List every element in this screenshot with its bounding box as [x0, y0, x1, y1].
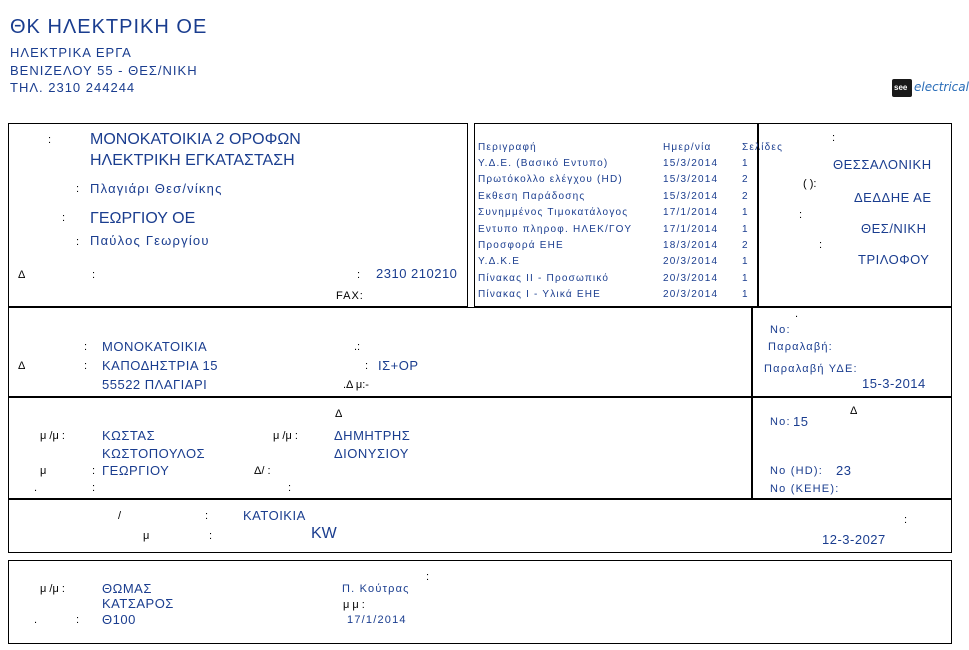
- installer-license: Θ100: [102, 612, 136, 627]
- engineer-delta: Δ: [335, 408, 343, 420]
- documents-cell: 1: [742, 207, 749, 219]
- owner-last-name: ΚΩΣΤΟΠΟΥΛΟΣ: [102, 446, 206, 461]
- project-title-1: ΜΟΝΟΚΑΤΟΙΚΙΑ 2 ΟΡΟΦΩΝ: [90, 131, 301, 148]
- power-colon: :: [209, 530, 213, 542]
- project-representative: Παύλος Γεωργίου: [90, 233, 210, 248]
- company-activity: ΗΛΕΚΤΡΙΚΑ ΕΡΓΑ: [10, 45, 132, 60]
- usage-box: [8, 499, 952, 553]
- owner-colon: :: [62, 212, 66, 224]
- documents-cell: 2: [742, 240, 749, 251]
- documents-cell: 17/1/2014: [663, 207, 719, 219]
- license-colon: :: [76, 614, 80, 626]
- company-name: ΘΚ ΗΛΕΚΤΡΙΚΗ ΟΕ: [10, 16, 208, 38]
- owner-father-name: ΓΕΩΡΓΙΟΥ: [102, 463, 170, 478]
- installer-last-name: ΚΑΤΣΑΡΟΣ: [102, 596, 174, 611]
- rep-colon: :: [76, 236, 80, 248]
- documents-cell: 20/3/2014: [663, 272, 719, 284]
- project-delta: Δ: [18, 269, 26, 281]
- usage-slash: /: [118, 510, 122, 522]
- usage-colon: :: [205, 510, 209, 522]
- documents-cell: 15/3/2014: [663, 158, 719, 169]
- project-phone: 2310 210210: [376, 266, 458, 281]
- signer-date-label: μ μ :: [343, 599, 365, 611]
- logo-mark-icon: see: [892, 79, 912, 97]
- receipt-yde-label: Παραλαβή ΥΔΕ:: [764, 363, 858, 375]
- power-unit: KW: [311, 525, 337, 542]
- power-label: μ: [143, 530, 150, 542]
- company-phone: ΤΗΛ. 2310 244244: [10, 80, 136, 95]
- father-label: μ: [40, 465, 47, 477]
- documents-cell: 20/3/2014: [663, 289, 719, 301]
- receipt-label: Παραλαβή:: [768, 341, 833, 353]
- project-owner: ΓΕΩΡΓΙΟΥ ΟΕ: [90, 210, 196, 227]
- documents-cell: 1: [742, 158, 749, 169]
- hd-no-label: Νο (HD):: [770, 465, 823, 477]
- expiry-date: 12-3-2027: [822, 532, 886, 547]
- receipt-dot: .: [795, 308, 799, 320]
- building-delta: Δ: [18, 360, 26, 372]
- documents-cell: Υ.Δ.Ε. (Βασικό Εντυπο): [478, 158, 609, 169]
- installer-name-label: μ /μ :: [40, 583, 65, 595]
- documents-cell: Συνημμένος Τιμοκατάλογος: [478, 207, 629, 219]
- building-supply: ΙΣ+ΟΡ: [378, 358, 419, 373]
- fax-label: FAX:: [336, 290, 364, 302]
- street-colon: :: [84, 360, 88, 372]
- documents-cell: 1: [742, 289, 749, 301]
- region-colon: :: [799, 209, 803, 221]
- engineer-first-name: ΔΗΜΗΤΡΗΣ: [334, 428, 411, 443]
- company-address: ΒΕΝΙΖΕΛΟΥ 55 - ΘΕΣ/ΝΙΚΗ: [10, 63, 198, 78]
- signer-name: Π. Κούτρας: [342, 583, 410, 595]
- documents-cell: 18/3/2014: [663, 240, 719, 251]
- documents-cell: Υ.Δ.Κ.Ε: [478, 256, 521, 268]
- documents-cell: 2: [742, 174, 749, 186]
- area-colon: :: [819, 239, 823, 251]
- documents-cell: Προσφορά ΕΗΕ: [478, 240, 564, 251]
- usage-type: ΚΑΤΟΙΚΙΑ: [243, 508, 306, 523]
- father-colon: :: [92, 465, 96, 477]
- supply-colon: :: [365, 360, 369, 372]
- hd-no-value: 23: [836, 463, 852, 478]
- documents-cell: Εκθεση Παράδοσης: [478, 190, 586, 202]
- building-mark-1: .:: [354, 341, 361, 353]
- project-colon: :: [48, 134, 52, 146]
- documents-header-cell: Περιγραφή: [478, 142, 537, 153]
- engineer-colon: :: [288, 482, 292, 494]
- documents-cell: Πίνακας ΙΙ - Προσωπικό: [478, 272, 610, 284]
- building-mark-3: .Δ μ:-: [343, 379, 369, 391]
- receipt-no-label: Νο:: [770, 324, 791, 336]
- kehe-no-label: Νο (ΚΕΗΕ):: [770, 483, 840, 495]
- city-colon: :: [832, 132, 836, 144]
- installer-first-name: ΘΩΜΑΣ: [102, 581, 152, 596]
- id-colon: :: [92, 482, 96, 494]
- documents-cell: 15/3/2014: [663, 190, 719, 202]
- project-location: Πλαγιάρι Θεσ/νίκης: [90, 181, 223, 196]
- building-colon: :: [84, 341, 88, 353]
- right-region: ΘΕΣ/ΝΙΚΗ: [861, 221, 927, 236]
- signer-date: 17/1/2014: [347, 614, 407, 626]
- documents-cell: 17/1/2014: [663, 223, 719, 235]
- owner-first-name: ΚΩΣΤΑΣ: [102, 428, 156, 443]
- owner-name-label: μ /μ :: [40, 430, 65, 442]
- documents-cell: 15/3/2014: [663, 174, 719, 186]
- right-area: ΤΡΙΛΟΦΟΥ: [858, 252, 930, 267]
- engineer-address-label: Δ/ :: [254, 465, 271, 477]
- numbers-no-label: Νο:: [770, 416, 791, 428]
- documents-cell: Πίνακας Ι - Υλικά ΕΗΕ: [478, 289, 602, 301]
- project-colon-5: :: [92, 269, 96, 281]
- project-title-2: ΗΛΕΚΤΡΙΚΗ ΕΓΚΑΤΑΣΤΑΣΗ: [90, 152, 295, 169]
- documents-cell: 1: [742, 223, 749, 235]
- right-city: ΘΕΣΣΑΛΟΝΙΚΗ: [833, 157, 932, 172]
- documents-cell: Εντυπο πληροφ. ΗΛΕΚ/ΓΟΥ: [478, 223, 633, 235]
- location-colon: :: [76, 183, 80, 195]
- documents-header-cell: Ημερ/νία: [663, 142, 712, 153]
- building-street: ΚΑΠΟΔΗΣΤΡΙΑ 15: [102, 358, 218, 373]
- right-info-box: [758, 123, 952, 307]
- numbers-no-value: 15: [793, 414, 809, 429]
- company-logo: [892, 79, 969, 97]
- right-utility: ΔΕΔΔΗΕ ΑΕ: [854, 190, 932, 205]
- documents-cell: Πρωτόκολλο ελέγχου (HD): [478, 174, 623, 186]
- documents-cell: 2: [742, 190, 749, 202]
- utility-colon: ( ):: [803, 178, 817, 190]
- signer-colon: :: [426, 571, 430, 583]
- engineer-last-name: ΔΙΟΝΥΣΙΟΥ: [334, 446, 409, 461]
- documents-cell: 20/3/2014: [663, 256, 719, 268]
- license-label: .: [34, 614, 38, 626]
- engineer-name-label: μ /μ :: [273, 430, 298, 442]
- documents-header-cell: Σελίδες: [742, 142, 784, 153]
- expiry-colon: :: [904, 514, 908, 526]
- logo-text: electrical: [914, 80, 969, 94]
- building-type: ΜΟΝΟΚΑΤΟΙΚΙΑ: [102, 339, 208, 354]
- documents-cell: 1: [742, 256, 749, 268]
- documents-cell: 1: [742, 272, 749, 284]
- numbers-delta: Δ: [850, 405, 858, 417]
- id-label: .: [34, 482, 38, 494]
- building-postal: 55522 ΠΛΑΓΙΑΡΙ: [102, 377, 208, 392]
- receipt-yde-date: 15-3-2014: [862, 376, 926, 391]
- phone-colon: :: [357, 269, 361, 281]
